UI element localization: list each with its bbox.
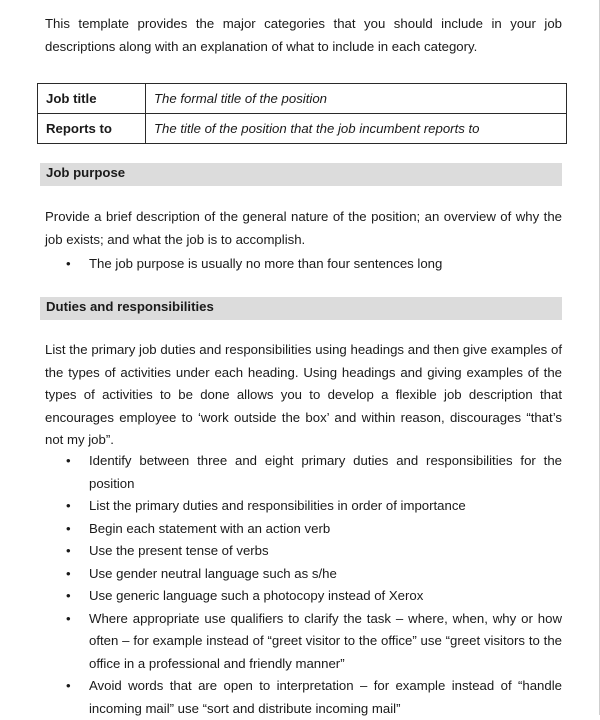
bullet-icon: •	[66, 520, 71, 536]
list-item	[45, 518, 562, 541]
bullet-icon: •	[66, 498, 71, 513]
intro-paragraph: This template provides the major categories that you should include in your job descriptions along with an explanation of what to include in each category.	[45, 16, 562, 54]
reports-to-label: Reports to	[38, 114, 146, 144]
reports-to-value: The title of the position that the job incumbent reports to	[146, 114, 567, 144]
bullet-icon: •	[66, 543, 71, 558]
list-item-text: Begin each statement with an action verb	[89, 520, 331, 536]
bullet-icon: •	[66, 610, 71, 626]
job-purpose-paragraph: Provide a brief description of the general nature of the position; an overview of why the job exists; and what the job is to accomplish.	[45, 209, 562, 247]
bullet-icon: •	[66, 678, 71, 693]
list-item	[45, 253, 562, 276]
list-item	[45, 585, 562, 608]
list-item-text: Use gender neutral language such as s/he	[89, 565, 337, 581]
job-purpose-heading: Job purpose	[40, 163, 562, 186]
list-item	[45, 675, 562, 720]
job-info-table	[37, 83, 567, 144]
list-item	[45, 563, 562, 586]
list-item-text: Avoid words that are open to interpretation – for example instead of “handle incoming mail” use “sort and distribute incoming mail”	[89, 678, 562, 716]
list-item-text: List the primary duties and responsibilities in order of importance	[89, 498, 466, 513]
job-purpose-bullet-list	[45, 253, 562, 276]
list-item-text: The job purpose is usually no more than four sentences long	[89, 256, 443, 271]
job-title-value: The formal title of the position	[146, 84, 567, 114]
table-row	[38, 84, 567, 114]
duties-bullet-list	[45, 450, 562, 720]
duties-paragraph: List the primary job duties and responsibilities using headings and then give examples of the types of activities under each heading. Using headings and giving examples of the types of activities to be done allows you to develop a flexible job description that encourages employee to ‘work outside the box’ and within reason, discourages “that’s not my job”.	[45, 342, 562, 447]
bullet-icon: •	[66, 565, 71, 581]
list-item-text: Use the present tense of verbs	[89, 543, 269, 558]
bullet-icon: •	[66, 588, 71, 603]
list-item-text: Identify between three and eight primary duties and responsibilities for the position	[89, 453, 562, 491]
list-item	[45, 608, 562, 676]
list-item	[45, 450, 562, 495]
bullet-icon: •	[66, 256, 71, 271]
job-title-label: Job title	[38, 84, 146, 114]
duties-heading: Duties and responsibilities	[40, 297, 562, 320]
list-item	[45, 540, 562, 563]
list-item	[45, 495, 562, 518]
list-item-text: Where appropriate use qualifiers to clarify the task – where, when, why or how often – for example instead of “greet visitor to the office” use “greet visitors to the office in a professional and friendly manner”	[89, 610, 562, 671]
list-item-text: Use generic language such a photocopy instead of Xerox	[89, 588, 424, 603]
table-row	[38, 114, 567, 144]
bullet-icon: •	[66, 453, 71, 468]
